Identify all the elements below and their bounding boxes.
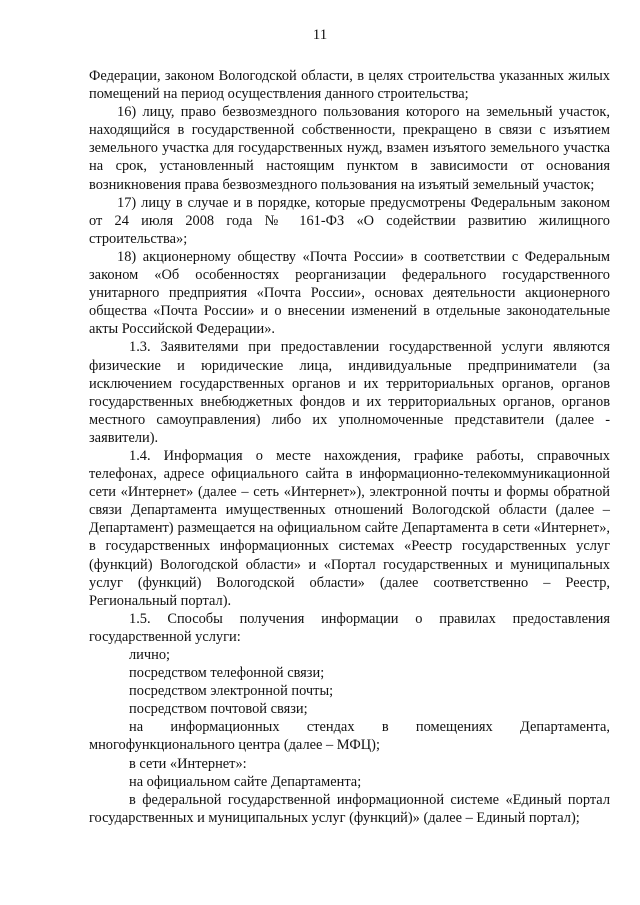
paragraph-1-3: 1.3. Заявителями при предоставлении государственной услуги являются физические и юридические лица, индивидуальные предприниматели (за исключением государственных органов и их территориальных органов, органов государственных внебюджетных фондов и их территориальных органов, органов местного самоуправления) либо их уполномоченные представители (далее - заявители). — [89, 339, 610, 446]
paragraph-continuation: Федерации, законом Вологодской области, в целях строительства указанных жилых помещений на период осуществления данного строительства; — [89, 68, 610, 103]
list-item: на информационных стендах в помещениях Департамента, многофункционального центра (далее – МФЦ); — [89, 719, 610, 754]
list-item: лично; — [129, 647, 171, 663]
paragraph-item-17: 17) лицу в случае и в порядке, которые предусмотрены Федеральным законом от 24 июля 2008 года № 161-ФЗ «О содействии развитию жилищного строительства»; — [89, 194, 610, 247]
paragraph-1-5: 1.5. Способы получения информации о правилах предоставления государственной услуги: — [89, 610, 610, 645]
paragraph-item-16: 16) лицу, право безвозмездного пользования которого на земельный участок, находящийся в государственной собственности, прекращено в связи с изъятием земельного участка для государственных нужд, взамен изъятого земельного участка на срок, установленный настоящим пунктом в зависимости от основания возникновения права безвозмездного пользования на изъятый земельный участок; — [89, 104, 610, 193]
page-number: 11 — [312, 27, 328, 43]
list-item: посредством телефонной связи; — [129, 665, 325, 682]
list-item: в федеральной государственной информационной системе «Единый портал государственных и муниципальных услуг (функций)» (далее – Единый портал); — [89, 791, 610, 826]
list-item: посредством почтовой связи; — [129, 701, 308, 718]
list-item: посредством электронной почты; — [129, 683, 334, 700]
document-body — [89, 67, 610, 827]
list-item: на официальном сайте Департамента; — [129, 773, 362, 790]
list-item: в сети «Интернет»: — [129, 755, 247, 772]
paragraph-item-18: 18) акционерному обществу «Почта России» в соответствии с Федеральным законом «Об особенностях реорганизации федерального государственного унитарного предприятия «Почта России», основах деятельности акционерного общества «Почта России» и о внесении изменений в отдельные законодательные акты Российской Федерации». — [89, 248, 610, 338]
paragraph-1-4: 1.4. Информация о месте нахождения, графике работы, справочных телефонах, адресе официального сайта в информационно-телекоммуникационной сети «Интернет» (далее – сеть «Интернет»), электронной почты и формы обратной связи Департамента имущественных отношений Вологодской области (далее – Департамент) размещается на официальном сайте Департамента в сети «Интернет», в государственных информационных системах «Реестр государственных услуг (функций) Вологодской области» и «Портал государственных и муниципальных услуг (функций) Вологодской области» (далее соответственно – Реестр, Региональный портал). — [89, 447, 610, 609]
